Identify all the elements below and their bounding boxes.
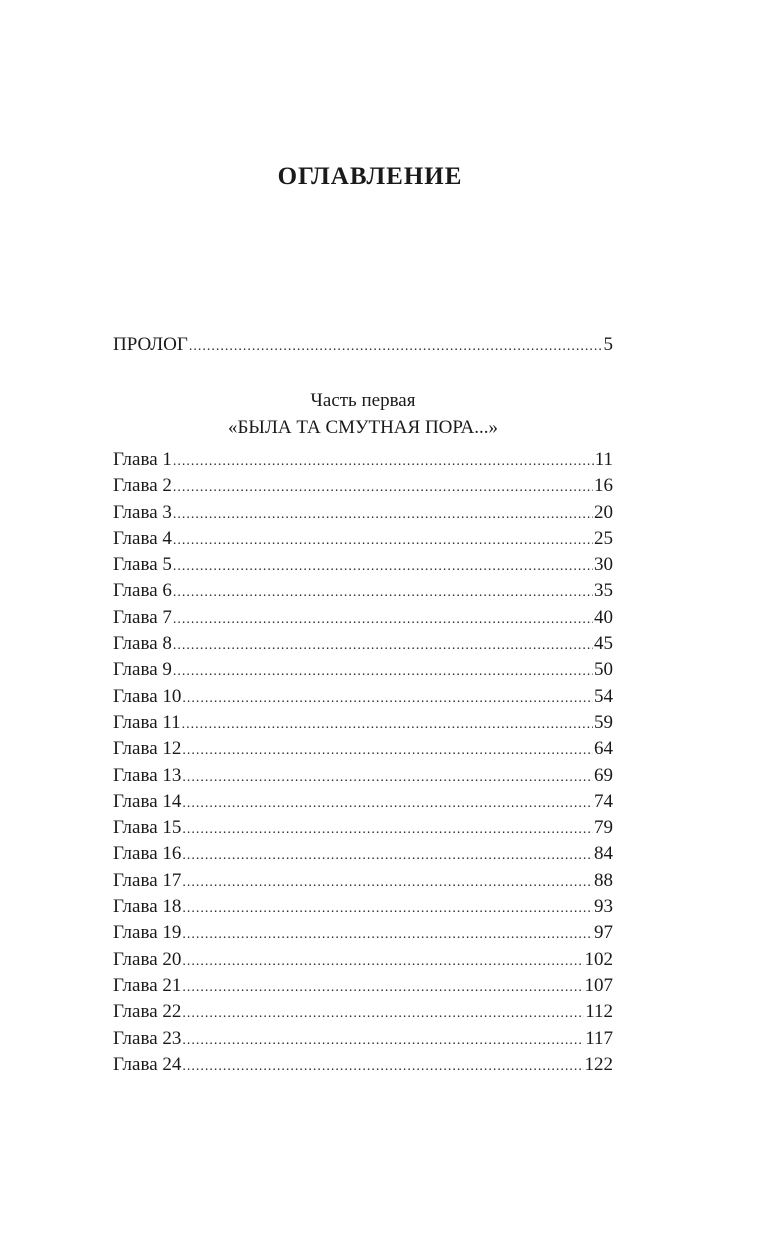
dot-leader: [182, 817, 593, 843]
toc-entry-chapter: [113, 947, 613, 973]
dot-leader: [173, 580, 593, 606]
toc-entry-chapter: [113, 1052, 613, 1078]
toc-entry-chapter: [113, 710, 613, 736]
toc-entry-page: 102: [584, 948, 613, 970]
toc-entry-chapter: [113, 500, 613, 526]
toc-entry-label: Глава 1: [113, 449, 172, 470]
toc-entry-chapter: [113, 868, 613, 894]
toc-entry-chapter: [113, 473, 613, 499]
toc-entry-label: Глава 13: [113, 764, 182, 786]
toc-entry-label: ПРОЛОГ: [113, 334, 188, 355]
toc-entry-label: Глава 19: [113, 922, 182, 944]
part-title: «БЫЛА ТА СМУТНАЯ ПОРА...»: [227, 417, 498, 438]
toc-entry-chapter: [113, 447, 613, 473]
dot-leader: [182, 896, 593, 922]
dot-leader: [189, 334, 603, 360]
toc-entry-page: 20: [594, 501, 613, 523]
toc-entry-label: Глава 17: [113, 869, 182, 891]
toc-entry-label: Глава 7: [113, 606, 172, 628]
toc-entry-chapter: [113, 789, 613, 815]
dot-leader: [173, 607, 593, 633]
toc-entry-label: Глава 14: [113, 790, 182, 812]
part-subtitle: Часть первая: [310, 390, 416, 411]
dot-leader: [173, 528, 593, 554]
dot-leader: [182, 975, 583, 1001]
toc-entry-page: 54: [594, 685, 613, 707]
toc-entry-label: Глава 15: [113, 817, 182, 839]
toc-entry-page: 40: [594, 606, 613, 628]
toc-entry-chapter: [113, 973, 613, 999]
toc-entry-label: Глава 5: [113, 554, 172, 576]
toc-entry-label: Глава 2: [113, 475, 172, 497]
toc-entry-chapter: [113, 894, 613, 920]
toc-entry-page: 84: [594, 843, 613, 865]
toc-entry-label: Глава 6: [113, 580, 172, 602]
dot-leader: [182, 870, 593, 896]
dot-leader: [173, 502, 593, 528]
dot-leader: [182, 791, 593, 817]
toc-entry-chapter: [113, 1026, 613, 1052]
toc-entry-page: 88: [594, 869, 613, 891]
part-heading: [113, 387, 613, 441]
toc-entry-label: Глава 20: [113, 948, 182, 970]
dot-leader: [173, 475, 593, 501]
dot-leader: [173, 659, 593, 685]
toc-entry-label: Глава 12: [113, 738, 182, 760]
toc-entry-page: 97: [594, 922, 613, 944]
toc-entry-label: Глава 22: [113, 1001, 182, 1023]
toc-entry-chapter: [113, 684, 613, 710]
toc-entry-page: 112: [585, 1001, 613, 1023]
dot-leader: [182, 765, 593, 791]
toc-entry-page: 74: [594, 790, 613, 812]
dot-leader: [173, 633, 593, 659]
toc-entry-label: Глава 23: [113, 1027, 182, 1049]
toc-entry-prologue: [113, 332, 613, 358]
toc-entry-page: 35: [594, 580, 613, 602]
toc-entry-label: Глава 4: [113, 527, 172, 549]
toc-entry-page: 69: [594, 764, 613, 786]
dot-leader: [182, 686, 593, 712]
dot-leader: [182, 922, 593, 948]
dot-leader: [173, 449, 594, 475]
toc-entry-page: 25: [594, 527, 613, 549]
toc-entry-label: Глава 21: [113, 974, 182, 996]
dot-leader: [182, 1054, 583, 1080]
toc-entry-chapter: [113, 578, 613, 604]
page-title: ОГЛАВЛЕНИЕ: [277, 163, 463, 190]
dot-leader: [182, 1028, 584, 1054]
toc-entry-chapter: [113, 763, 613, 789]
toc-entry-chapter: [113, 999, 613, 1025]
dot-leader: [182, 1001, 584, 1027]
toc-entry-chapter: [113, 657, 613, 683]
toc-entry-page: 59: [594, 711, 613, 733]
toc-entry-page: 107: [584, 974, 613, 996]
toc-entry-page: 5: [603, 334, 613, 355]
toc-entry-page: 79: [594, 817, 613, 839]
toc-entry-page: 122: [584, 1053, 613, 1075]
toc-entry-page: 11: [594, 449, 613, 470]
toc-entry-chapter: [113, 841, 613, 867]
toc-entry-page: 64: [594, 738, 613, 760]
dot-leader: [182, 843, 593, 869]
toc-entry-page: 93: [594, 896, 613, 918]
toc-entry-chapter: [113, 605, 613, 631]
toc-entry-page: 30: [594, 554, 613, 576]
toc-entry-chapter: [113, 736, 613, 762]
toc-entry-label: Глава 8: [113, 633, 172, 655]
toc-entry-chapter: [113, 631, 613, 657]
toc-entry-page: 117: [585, 1027, 613, 1049]
toc-entry-chapter: [113, 815, 613, 841]
toc-entry-label: Глава 3: [113, 501, 172, 523]
toc-entry-label: Глава 24: [113, 1053, 182, 1075]
toc-entry-chapter: [113, 526, 613, 552]
toc-entry-label: Глава 11: [113, 711, 181, 733]
toc-entry-page: 16: [594, 475, 613, 497]
toc-entry-chapter: [113, 552, 613, 578]
toc-entry-label: Глава 9: [113, 659, 172, 681]
toc-entry-page: 50: [594, 659, 613, 681]
chapter-list: [0, 447, 613, 1078]
dot-leader: [173, 554, 593, 580]
toc-entry-label: Глава 10: [113, 685, 182, 707]
dot-leader: [182, 738, 593, 764]
toc-entry-label: Глава 18: [113, 896, 182, 918]
toc-entry-chapter: [113, 920, 613, 946]
toc-entry-page: 45: [594, 633, 613, 655]
dot-leader: [182, 712, 593, 738]
dot-leader: [182, 949, 583, 975]
toc-entry-label: Глава 16: [113, 843, 182, 865]
